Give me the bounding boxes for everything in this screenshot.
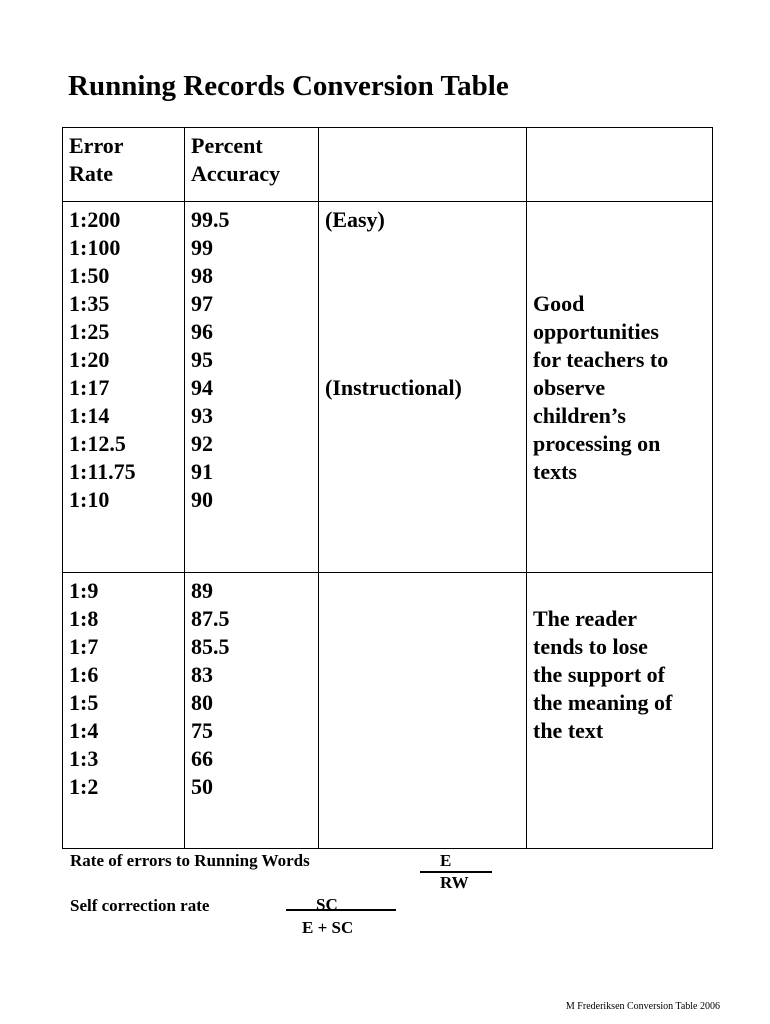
- conversion-table: [62, 127, 713, 849]
- level-spacer: [325, 290, 526, 318]
- accuracy-value: 87.5: [191, 606, 230, 631]
- accuracy-value: 90: [191, 487, 213, 512]
- group-1-error-rates: [63, 202, 185, 573]
- level-label: (Instructional): [325, 375, 462, 400]
- level-spacer: [325, 605, 526, 633]
- self-correction-numerator: SC: [316, 895, 338, 914]
- header-percent-accuracy-line-1: Percent: [191, 133, 263, 158]
- level-spacer: [325, 633, 526, 661]
- page-title: Running Records Conversion Table: [68, 70, 509, 102]
- group-2-accuracies: [185, 573, 319, 849]
- accuracy-value: 99: [191, 235, 213, 260]
- error-rate-value: 1:200: [69, 207, 121, 232]
- note-line: the text: [533, 718, 604, 743]
- accuracy-value: 80: [191, 690, 213, 715]
- error-rate-denominator: RW: [440, 873, 469, 892]
- accuracy-value: 92: [191, 431, 213, 456]
- self-correction-fraction-bar: [286, 909, 396, 911]
- error-rate-value: 1:35: [69, 291, 110, 316]
- error-rate-value: 1:14: [69, 403, 110, 428]
- error-rate-value: 1:9: [69, 578, 99, 603]
- group-2-levels: [319, 573, 527, 849]
- level-spacer: [325, 318, 526, 346]
- error-rate-value: 1:7: [69, 634, 99, 659]
- group-2-note: [527, 573, 713, 849]
- level-spacer: [325, 773, 526, 801]
- group-row-2: [63, 573, 713, 849]
- group-2-error-rates: [63, 573, 185, 849]
- accuracy-value: 93: [191, 403, 213, 428]
- error-rate-value: 1:12.5: [69, 431, 126, 456]
- note-line: Good: [533, 291, 585, 316]
- header-row: [63, 128, 713, 202]
- accuracy-value: 75: [191, 718, 213, 743]
- error-rate-value: 1:4: [69, 718, 99, 743]
- error-rate-value: 1:6: [69, 662, 99, 687]
- error-rate-value: 1:3: [69, 746, 99, 771]
- note-line: the support of: [533, 662, 666, 687]
- level-spacer: [325, 346, 526, 374]
- error-rate-formula-label: Rate of errors to Running Words: [70, 851, 310, 870]
- note-line: opportunities: [533, 319, 659, 344]
- accuracy-value: 96: [191, 319, 213, 344]
- header-error-rate: [63, 128, 185, 202]
- error-rate-value: 1:17: [69, 375, 110, 400]
- accuracy-value: 95: [191, 347, 213, 372]
- note-line: children’s: [533, 403, 626, 428]
- accuracy-value: 99.5: [191, 207, 230, 232]
- error-rate-value: 1:10: [69, 487, 110, 512]
- note-spacer: [533, 234, 712, 262]
- accuracy-value: 66: [191, 746, 213, 771]
- accuracy-value: 94: [191, 375, 213, 400]
- note-line: The reader: [533, 606, 638, 631]
- header-error-rate-line-1: Error: [69, 133, 124, 158]
- level-spacer: [325, 458, 526, 486]
- level-label: (Easy): [325, 207, 385, 232]
- error-rate-value: 1:8: [69, 606, 99, 631]
- footer-credit: M Frederiksen Conversion Table 2006: [565, 1001, 720, 1012]
- level-spacer: [325, 745, 526, 773]
- self-correction-formula-label: Self correction rate: [70, 896, 210, 915]
- group-1-accuracies: [185, 202, 319, 573]
- accuracy-value: 85.5: [191, 634, 230, 659]
- accuracy-value: 83: [191, 662, 213, 687]
- header-percent-accuracy-line-2: Accuracy: [191, 161, 281, 186]
- header-level: [319, 128, 527, 202]
- level-spacer: [325, 717, 526, 745]
- accuracy-value: 91: [191, 459, 213, 484]
- level-spacer: [325, 486, 526, 514]
- error-rate-value: 1:100: [69, 235, 121, 260]
- accuracy-value: 89: [191, 578, 213, 603]
- note-spacer: [533, 262, 712, 290]
- note-line: the meaning of: [533, 690, 673, 715]
- note-spacer: [533, 577, 712, 605]
- note-line: texts: [533, 459, 577, 484]
- self-correction-denominator: E + SC: [302, 918, 354, 937]
- level-spacer: [325, 430, 526, 458]
- error-rate-value: 1:5: [69, 690, 99, 715]
- note-line: processing on: [533, 431, 661, 456]
- group-1-levels: [319, 202, 527, 573]
- error-rate-value: 1:20: [69, 347, 110, 372]
- error-rate-value: 1:11.75: [69, 459, 136, 484]
- level-spacer: [325, 577, 526, 605]
- note-line: tends to lose: [533, 634, 648, 659]
- error-rate-value: 1:2: [69, 774, 99, 799]
- group-1-note: [527, 202, 713, 573]
- header-percent-accuracy: [185, 128, 319, 202]
- header-notes: [527, 128, 713, 202]
- accuracy-value: 50: [191, 774, 213, 799]
- accuracy-value: 97: [191, 291, 213, 316]
- note-spacer: [533, 206, 712, 234]
- group-row-1: [63, 202, 713, 573]
- header-error-rate-line-2: Rate: [69, 161, 113, 186]
- error-rate-numerator: E: [440, 851, 452, 870]
- error-rate-value: 1:50: [69, 263, 110, 288]
- level-spacer: [325, 262, 526, 290]
- level-spacer: [325, 689, 526, 717]
- error-rate-value: 1:25: [69, 319, 110, 344]
- note-line: for teachers to: [533, 347, 669, 372]
- note-line: observe: [533, 375, 606, 400]
- level-spacer: [325, 661, 526, 689]
- level-spacer: [325, 402, 526, 430]
- level-spacer: [325, 234, 526, 262]
- accuracy-value: 98: [191, 263, 213, 288]
